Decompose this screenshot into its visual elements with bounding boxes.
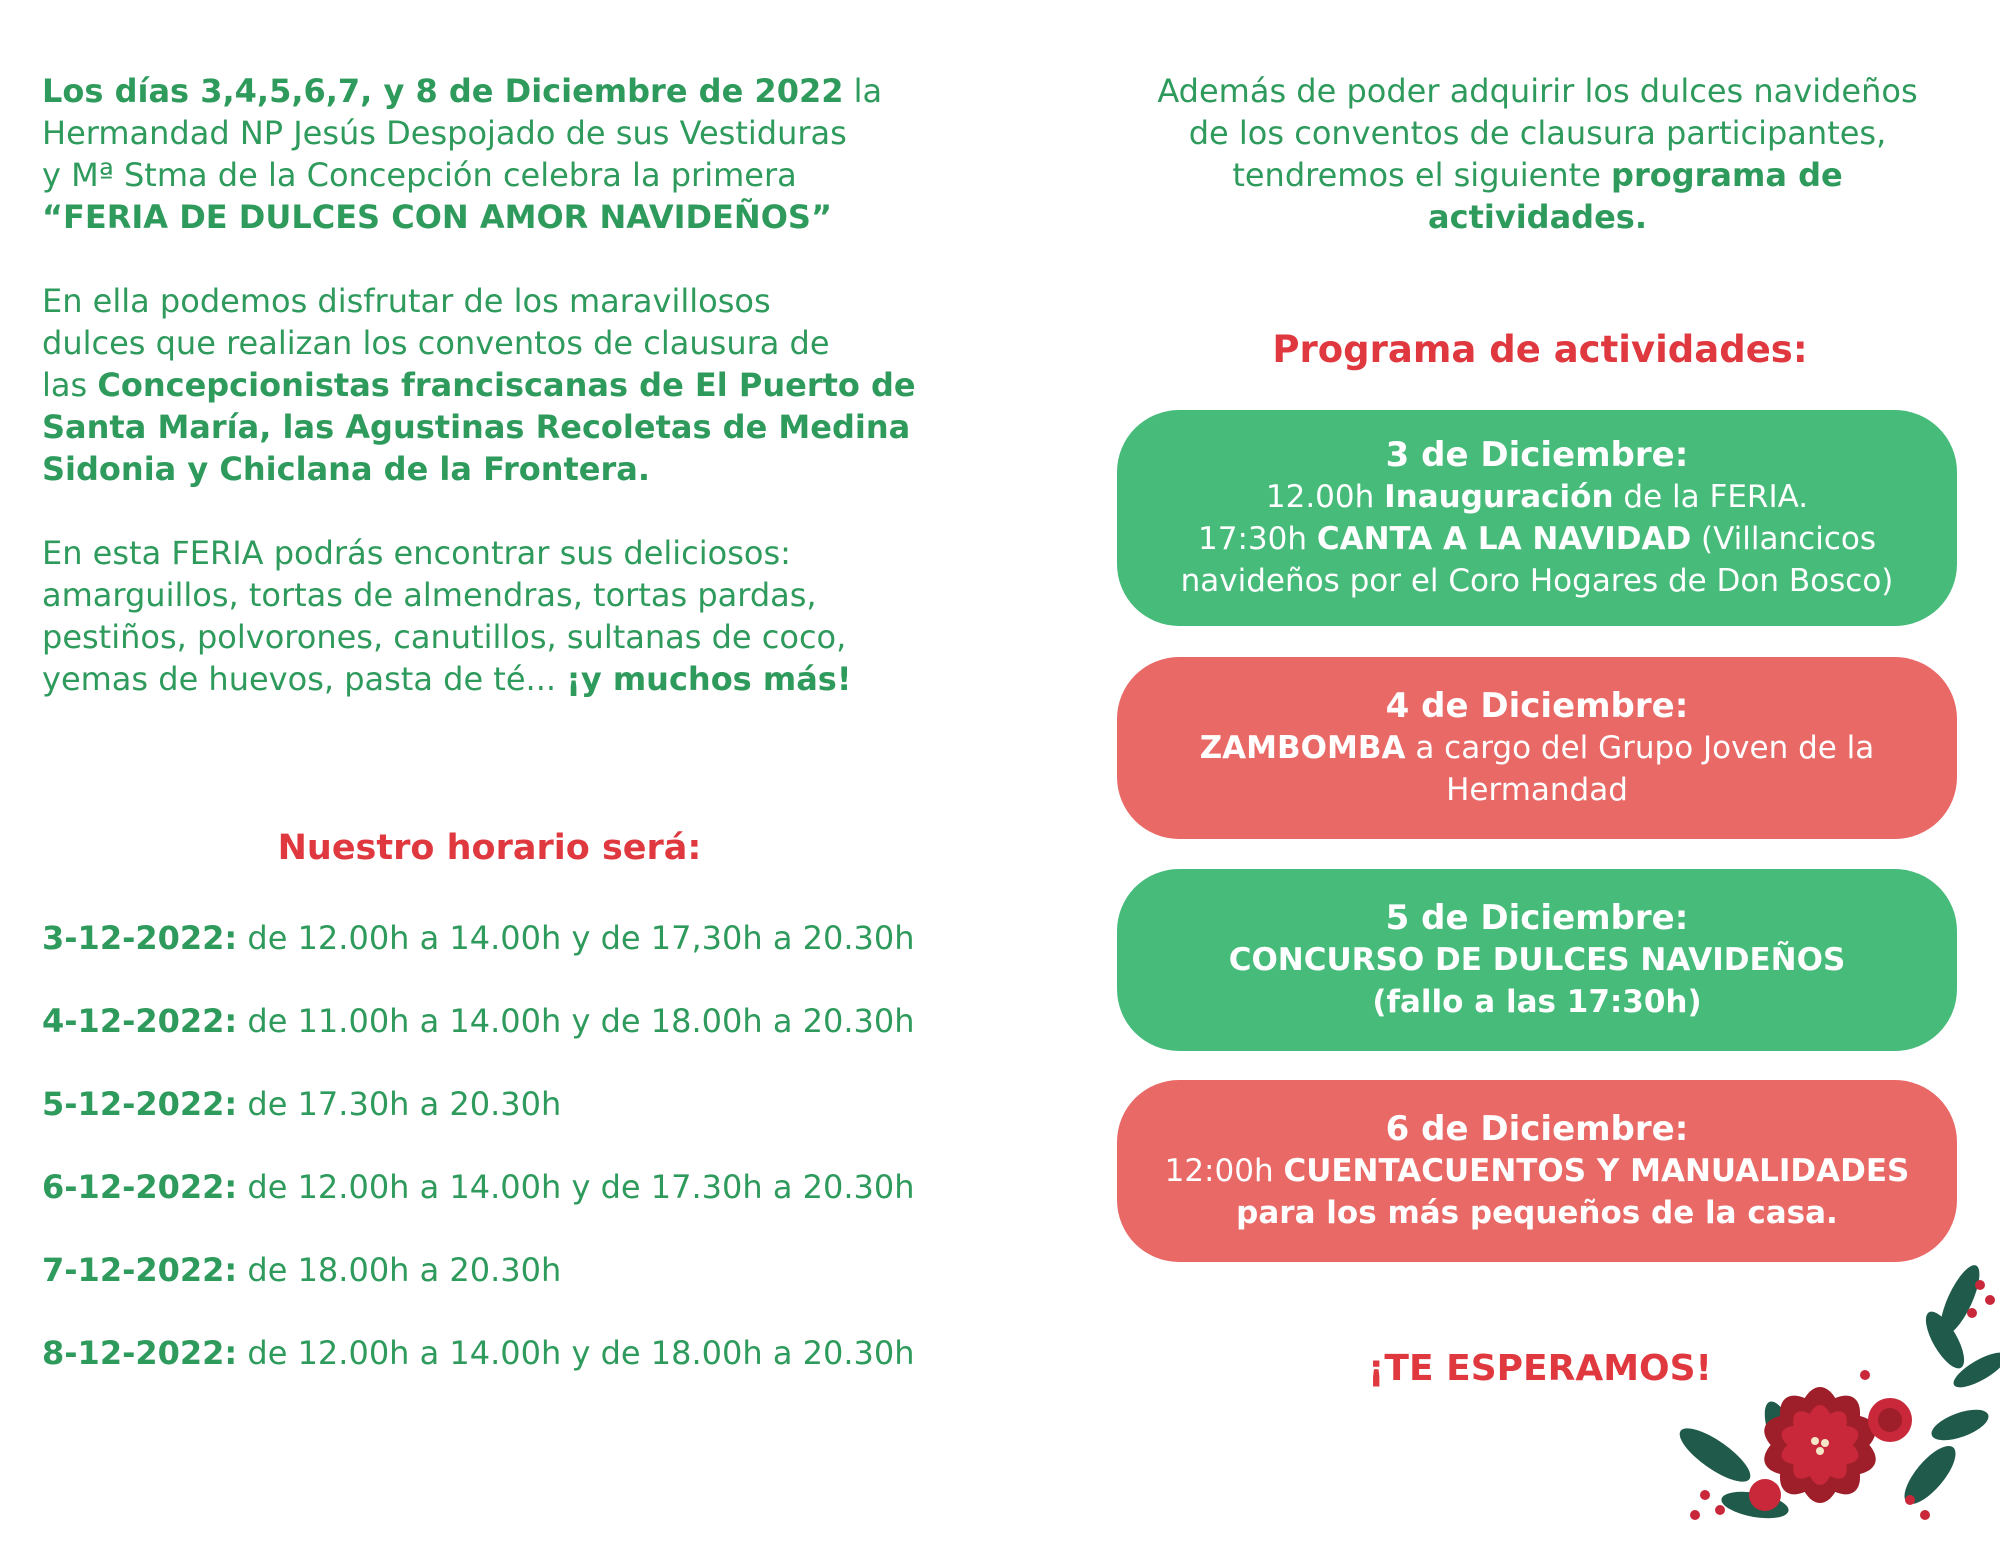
poinsettia-holly-icon bbox=[1660, 1255, 2000, 1545]
activity-card-day-6: 6 de Diciembre: 12:00h CUENTACUENTOS Y MANUALIDADES para los más pequeños de la casa. bbox=[1117, 1080, 1957, 1262]
intro-paragraph-3: En esta FERIA podrás encontrar sus deliciosos: amarguillos, tortas de almendras, tortas pardas, pestiños, polvorones, canutillos, sultanas de coco, yemas de huevos, pasta de té... ¡y muchos más! bbox=[42, 534, 852, 698]
schedule-row: 6-12-2022: de 12.00h a 14.00h y de 17.30h a 20.30h bbox=[42, 1168, 915, 1206]
program-title: Programa de actividades: bbox=[1272, 328, 1808, 371]
program-intro: Además de poder adquirir los dulces navideños de los conventos de clausura participantes, tendremos el siguiente programa de actividades. bbox=[1157, 72, 1918, 236]
closing-message: ¡TE ESPERAMOS! bbox=[1368, 1348, 1712, 1389]
schedule-row: 3-12-2022: de 12.00h a 14.00h y de 17,30h a 20.30h bbox=[42, 919, 915, 957]
schedule-row: 5-12-2022: de 17.30h a 20.30h bbox=[42, 1085, 562, 1123]
schedule-row: 4-12-2022: de 11.00h a 14.00h y de 18.00h a 20.30h bbox=[42, 1002, 915, 1040]
intro-column bbox=[42, 70, 962, 700]
activity-card-day-4: 4 de Diciembre: ZAMBOMBA a cargo del Grupo Joven de la Hermandad bbox=[1117, 657, 1957, 839]
schedule-title: Nuestro horario será: bbox=[277, 828, 702, 868]
activity-card-day-3: 3 de Diciembre: 12.00h Inauguración de la FERIA. 17:30h CANTA A LA NAVIDAD (Villancicos navideños por el Coro Hogares de Don Bosco) bbox=[1117, 410, 1957, 626]
schedule-row: 7-12-2022: de 18.00h a 20.30h bbox=[42, 1251, 562, 1289]
intro-paragraph-2: En ella podemos disfrutar de los maravillosos dulces que realizan los conventos de clausura de las Concepcionistas franciscanas de El Puerto de Santa María, las Agustinas Recoletas de Medina Sidonia y Chiclana de la Frontera. bbox=[42, 282, 916, 488]
schedule-row: 8-12-2022: de 12.00h a 14.00h y de 18.00h a 20.30h bbox=[42, 1334, 915, 1372]
activity-card-day-5: 5 de Diciembre: CONCURSO DE DULCES NAVIDEÑOS (fallo a las 17:30h) bbox=[1117, 869, 1957, 1051]
intro-paragraph-1: Los días 3,4,5,6,7, y 8 de Diciembre de 2022 la Hermandad NP Jesús Despojado de sus Vestiduras y Mª Stma de la Concepción celebra la primera “FERIA DE DULCES CON AMOR NAVIDEÑOS” bbox=[42, 72, 883, 236]
